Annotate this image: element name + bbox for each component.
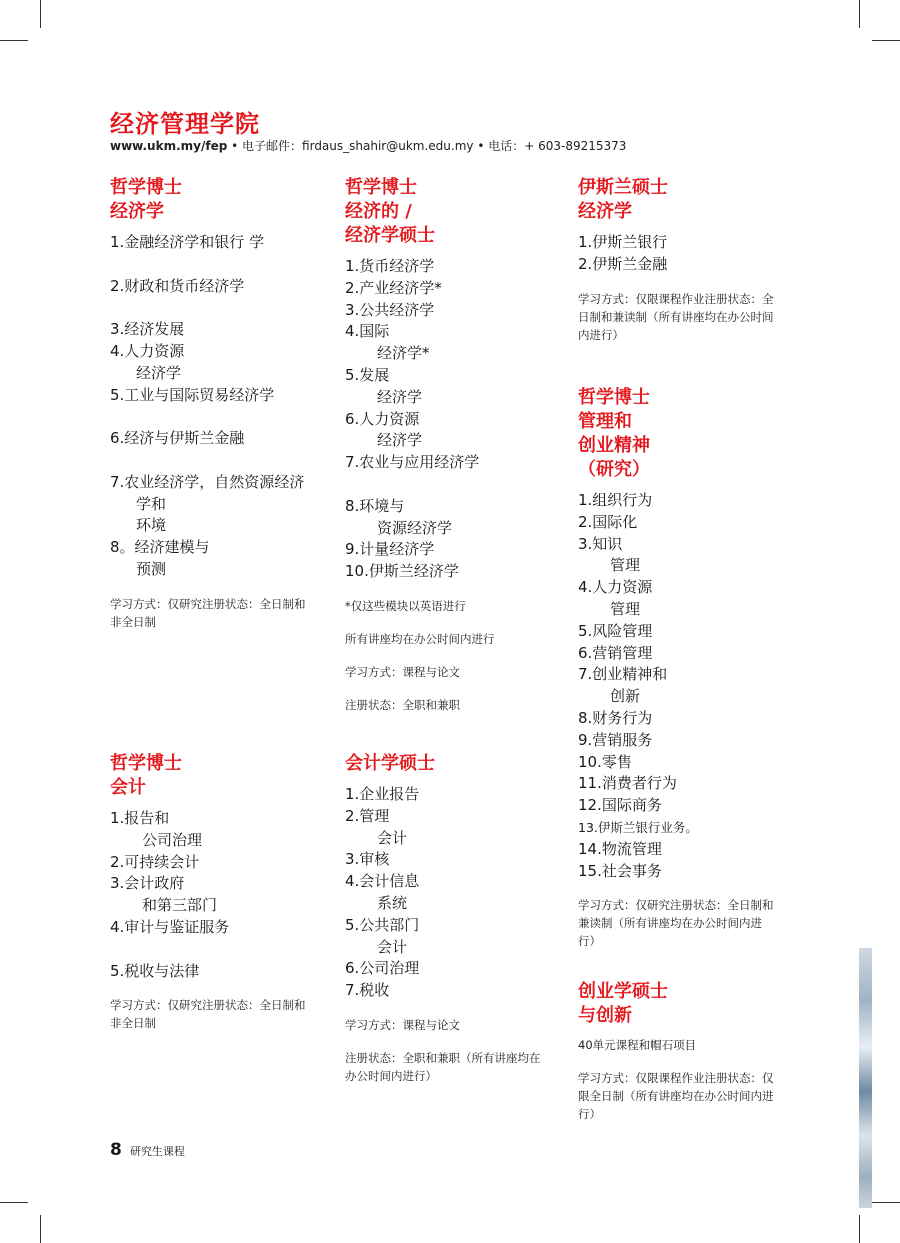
- specialization-item: 8.环境与: [345, 496, 405, 515]
- study-note: 学习方式：仅限课程作业注册状态：全日制和兼读制（所有讲座均在办公时间内进行）: [578, 291, 774, 342]
- specialization-item: 10.伊斯兰经济学: [345, 562, 459, 581]
- program-title: [110, 752, 332, 800]
- footer-label: 研究生课程: [129, 1145, 185, 1158]
- specialization-item: 4.会计信息: [345, 872, 420, 891]
- specialization-item: 会计: [377, 828, 408, 847]
- specialization-item: 系统: [377, 893, 408, 912]
- specialization-item: 1.报告和: [110, 809, 170, 827]
- program-title: [345, 752, 567, 776]
- specialization-item: 6.营销管理: [578, 643, 653, 662]
- specialization-item: 3.审核: [345, 850, 390, 869]
- study-note: 所有讲座均在办公时间内进行: [345, 631, 495, 646]
- specialization-item: 会计: [377, 937, 408, 956]
- specialization-item: 7.税收: [345, 981, 390, 1000]
- program-title-line: 哲学博士: [110, 753, 182, 774]
- specialization-item: 10.零售: [578, 752, 632, 771]
- crop-mark: [859, 1215, 860, 1243]
- page-footer: [110, 1140, 185, 1160]
- specialization-item: 6.公司治理: [345, 959, 420, 978]
- specialization-item: 2.国际化: [578, 512, 638, 531]
- page-title: 经济管理学院: [110, 110, 260, 138]
- study-note: *仅这些模块以英语进行: [345, 598, 466, 613]
- specialization-item: 和第三部门: [142, 896, 218, 915]
- specialization-item: 3.公共经济学: [345, 300, 435, 319]
- side-photo-strip: [859, 948, 872, 1208]
- separator: •: [227, 139, 243, 153]
- crop-mark: [872, 1202, 900, 1203]
- specialization-item: 8。经济建模与: [110, 538, 210, 557]
- specialization-item: 5.工业与国际贸易经济学: [110, 385, 275, 404]
- program-section-phd-acct: [110, 752, 332, 1032]
- program-title-line: 管理和: [578, 411, 632, 432]
- program-title-line: 哲学博士: [345, 177, 417, 198]
- study-note: 学习方式：课程与论文: [345, 1017, 460, 1032]
- specialization-item: 12.国际商务: [578, 796, 662, 815]
- program-title-line: 经济学硕士: [345, 225, 435, 246]
- program-section-master-islamic-econ: [578, 176, 793, 344]
- phone-number: + 603-89215373: [524, 139, 627, 153]
- specialization-item: 14.物流管理: [578, 839, 662, 858]
- program-title-line: 哲学博士: [110, 177, 182, 198]
- contact-line: [110, 137, 626, 154]
- specialization-item: 5.公共部门: [345, 915, 420, 934]
- program-title: [110, 176, 332, 224]
- specialization-item: 1.金融经济学和银行 学: [110, 233, 265, 251]
- program-title-line: 与创新: [578, 1005, 632, 1026]
- specialization-item: 管理: [610, 599, 641, 618]
- specialization-list: [110, 232, 332, 581]
- program-section-master-acct: [345, 752, 567, 1085]
- separator: •: [473, 139, 489, 153]
- specialization-item: 公司治理: [142, 830, 203, 849]
- crop-mark: [40, 0, 41, 28]
- specialization-item: 创新: [610, 687, 641, 706]
- program-title-line: 伊斯兰硕士: [578, 177, 668, 198]
- specialization-item: 经济学*: [377, 344, 430, 363]
- specialization-item: 7.农业与应用经济学: [345, 453, 480, 472]
- crop-mark: [872, 40, 900, 41]
- specialization-list: [578, 490, 793, 882]
- crop-mark: [0, 40, 28, 41]
- specialization-item: 经济学: [377, 387, 423, 406]
- specialization-item: 15.社会事务: [578, 861, 662, 880]
- specialization-item: 2.管理: [345, 806, 390, 825]
- specialization-item: 7.农业经济学，自然资源经济: [110, 472, 305, 491]
- program-title: [345, 176, 567, 248]
- program-section-phd-master-econ: [345, 176, 567, 714]
- specialization-item: 2.产业经济学*: [345, 278, 442, 297]
- program-section-master-entre: [578, 980, 793, 1123]
- program-title-line: 创业学硕士: [578, 981, 668, 1002]
- study-note: 注册状态：全职和兼职: [345, 697, 460, 712]
- email-link[interactable]: firdaus_shahir@ukm.edu.my: [302, 139, 474, 153]
- program-title-line: 经济的 /: [345, 201, 412, 222]
- program-title: [578, 386, 793, 482]
- specialization-item: 7.创业精神和: [578, 665, 668, 684]
- specialization-item: 5.税收与法律: [110, 961, 200, 980]
- study-note: 学习方式：仅研究注册状态：全日制和兼读制（所有讲座均在办公时间内进行）: [578, 898, 774, 949]
- program-title: [578, 980, 793, 1028]
- specialization-item: 4.人力资源: [110, 341, 185, 360]
- specialization-item: 1.组织行为: [578, 491, 653, 509]
- specialization-item: 1.货币经济学: [345, 257, 435, 275]
- program-title-line: 哲学博士: [578, 387, 650, 408]
- program-title-line: （研究）: [578, 459, 650, 480]
- specialization-item: 经济学: [136, 363, 182, 382]
- crop-mark: [859, 0, 860, 28]
- study-note: 学习方式：课程与论文: [345, 664, 460, 679]
- program-section-phd-econ: [110, 176, 332, 631]
- program-section-phd-mgmt: [578, 386, 793, 950]
- specialization-item: 11.消费者行为: [578, 774, 677, 793]
- specialization-item: 2.可持续会计: [110, 852, 200, 871]
- specialization-item: 1.伊斯兰银行: [578, 233, 668, 251]
- specialization-item: 3.会计政府: [110, 874, 185, 893]
- program-title-line: 经济学: [578, 201, 632, 222]
- program-title-line: 会计学硕士: [345, 753, 435, 774]
- specialization-item: 9.营销服务: [578, 730, 653, 749]
- crop-mark: [40, 1215, 41, 1243]
- specialization-item: 4.国际: [345, 322, 390, 341]
- specialization-item: 9.计量经济学: [345, 540, 435, 559]
- study-note: 学习方式：仅限课程作业注册状态：仅限全日制（所有讲座均在办公时间内进行）: [578, 1071, 774, 1121]
- specialization-list: [345, 256, 567, 583]
- specialization-item: 3.知识: [578, 534, 623, 553]
- program-title-line: 会计: [110, 777, 146, 798]
- specialization-item: 3.经济发展: [110, 320, 185, 339]
- specialization-item: 学和: [136, 494, 167, 513]
- specialization-item: 4.审计与鉴证服务: [110, 917, 230, 936]
- website-link[interactable]: www.ukm.my/fep: [110, 139, 228, 153]
- specialization-item: 经济学: [377, 431, 423, 450]
- program-title-line: 经济学: [110, 201, 164, 222]
- specialization-item: 6.经济与伊斯兰金融: [110, 429, 245, 448]
- specialization-item: 1.企业报告: [345, 785, 420, 803]
- specialization-list: [110, 808, 332, 982]
- specialization-list: [578, 232, 793, 276]
- study-note: 学习方式：仅研究注册状态：全日制和非全日制: [110, 998, 306, 1031]
- specialization-item: 4.人力资源: [578, 578, 653, 597]
- specialization-item: 2.财政和货币经济学: [110, 276, 245, 295]
- study-note: 40单元课程和帽石项目: [578, 1038, 697, 1052]
- specialization-item: 6.人力资源: [345, 409, 420, 428]
- specialization-item: 管理: [610, 556, 641, 575]
- specialization-item: 13.伊斯兰银行业务。: [578, 819, 698, 835]
- program-title-line: 创业精神: [578, 435, 650, 456]
- specialization-list: [345, 784, 567, 1002]
- email-label: 电子邮件：: [242, 139, 303, 153]
- phone-label: 电话：: [488, 139, 525, 153]
- study-note: 注册状态：全职和兼职（所有讲座均在办公时间内进行）: [345, 1050, 541, 1083]
- specialization-item: 预测: [136, 559, 167, 578]
- specialization-item: 2.伊斯兰金融: [578, 254, 668, 273]
- crop-mark: [0, 1202, 28, 1203]
- specialization-item: 5.风险管理: [578, 621, 653, 640]
- specialization-item: 资源经济学: [377, 518, 453, 537]
- specialization-item: 8.财务行为: [578, 708, 653, 727]
- program-title: [578, 176, 793, 224]
- specialization-item: 环境: [136, 516, 167, 535]
- specialization-item: 5.发展: [345, 365, 390, 384]
- study-note: 学习方式：仅研究注册状态：全日制和非全日制: [110, 596, 306, 629]
- page-number: 8: [110, 1140, 122, 1160]
